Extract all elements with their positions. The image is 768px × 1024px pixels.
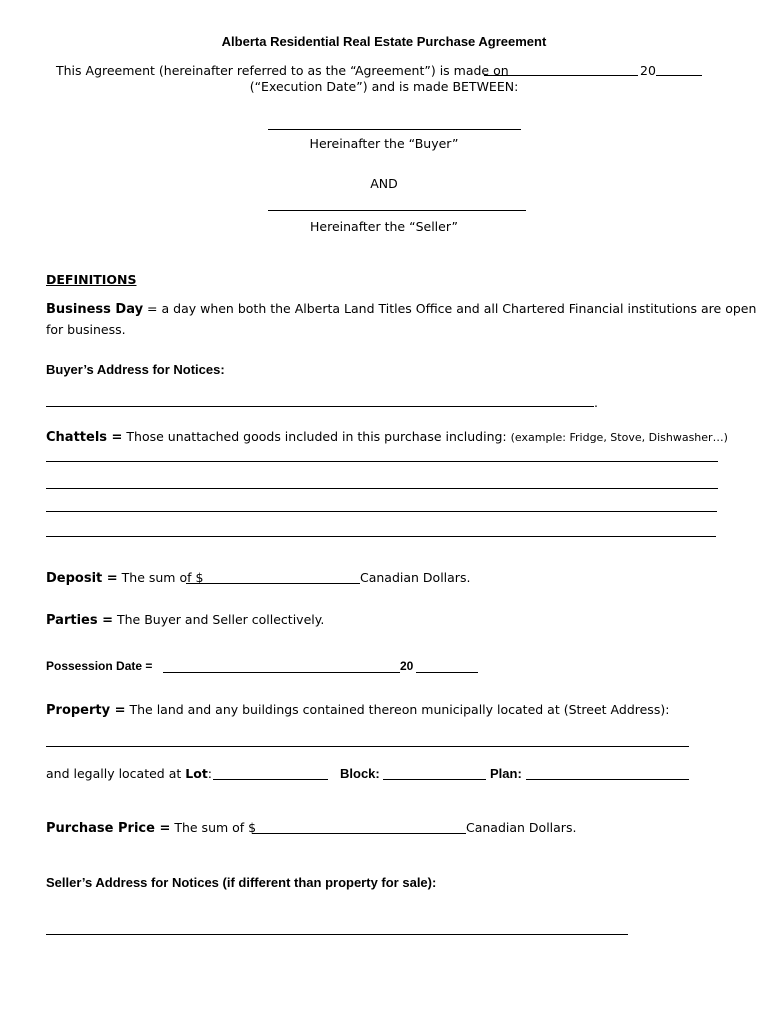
purchase-price-term: Purchase Price = <box>46 821 171 836</box>
buyer-address-period: . <box>594 395 598 410</box>
execution-year-field[interactable] <box>656 75 702 76</box>
deposit-suffix: Canadian Dollars. <box>360 570 471 585</box>
purchase-price-prefix: The sum of $ <box>170 820 257 835</box>
legal-location-prefix: and legally located at <box>46 766 186 781</box>
lot-label: Lot <box>185 766 208 781</box>
chattels-text: Those unattached goods included in this purchase including: <box>122 429 507 444</box>
seller-label: Hereinafter the “Seller” <box>310 219 458 234</box>
legal-location-line <box>46 766 212 781</box>
business-day-term: Business Day <box>46 302 144 317</box>
intro-line-1 <box>56 63 509 78</box>
chattels-field-1[interactable] <box>46 461 718 462</box>
parties-text: The Buyer and Seller collectively. <box>113 612 325 627</box>
seller-name-field[interactable] <box>268 210 526 211</box>
possession-year-field[interactable] <box>416 672 478 673</box>
purchase-price-suffix: Canadian Dollars. <box>466 820 577 835</box>
execution-year-prefix: 20 <box>640 63 656 78</box>
seller-address-field[interactable] <box>46 934 628 935</box>
possession-date-label: Possession Date = <box>46 659 153 673</box>
property-term: Property = <box>46 703 126 718</box>
property-text: The land and any buildings contained thereon municipally located at (Street Address): <box>125 702 670 717</box>
seller-address-label: Seller’s Address for Notices (if different than property for sale): <box>46 875 437 890</box>
deposit-term: Deposit = <box>46 571 118 586</box>
purchase-price-definition <box>46 820 256 836</box>
block-label: Block: <box>340 766 380 781</box>
deposit-amount-field[interactable] <box>186 583 360 584</box>
buyer-name-field[interactable] <box>268 129 521 130</box>
property-definition <box>46 702 669 718</box>
parties-term: Parties = <box>46 613 114 628</box>
chattels-definition <box>46 429 728 445</box>
parties-definition <box>46 612 324 628</box>
plan-label: Plan: <box>490 766 522 781</box>
chattels-example: (example: Fridge, Stove, Dishwasher…) <box>510 431 728 444</box>
business-day-text-2: for business. <box>46 322 126 337</box>
chattels-term: Chattels = <box>46 430 123 445</box>
intro-text: This Agreement (hereinafter referred to as the “Agreement”) is made on <box>56 63 509 78</box>
buyer-label: Hereinafter the “Buyer” <box>309 136 459 151</box>
definitions-heading: DEFINITIONS <box>46 272 137 287</box>
buyer-address-label: Buyer’s Address for Notices: <box>46 362 225 377</box>
property-address-field[interactable] <box>46 746 689 747</box>
and-label: AND <box>370 176 398 191</box>
purchase-price-field[interactable] <box>252 833 466 834</box>
lot-field[interactable] <box>213 779 328 780</box>
block-field[interactable] <box>383 779 486 780</box>
possession-date-field[interactable] <box>163 672 400 673</box>
possession-year-prefix: 20 <box>400 659 414 673</box>
document-title: Alberta Residential Real Estate Purchase Agreement <box>221 34 547 49</box>
intro-line-2: (“Execution Date”) and is made BETWEEN: <box>249 79 519 94</box>
business-day-text: = a day when both the Alberta Land Titles Office and all Chartered Financial institutions are open <box>143 301 757 316</box>
chattels-field-2[interactable] <box>46 488 718 489</box>
lot-colon: : <box>207 766 213 781</box>
deposit-definition <box>46 570 203 586</box>
plan-field[interactable] <box>526 779 689 780</box>
chattels-field-3[interactable] <box>46 511 717 512</box>
buyer-address-field[interactable] <box>46 406 594 407</box>
chattels-field-4[interactable] <box>46 536 716 537</box>
execution-date-field[interactable] <box>484 75 638 76</box>
business-day-definition <box>46 301 756 317</box>
deposit-prefix: The sum of $ <box>117 570 204 585</box>
